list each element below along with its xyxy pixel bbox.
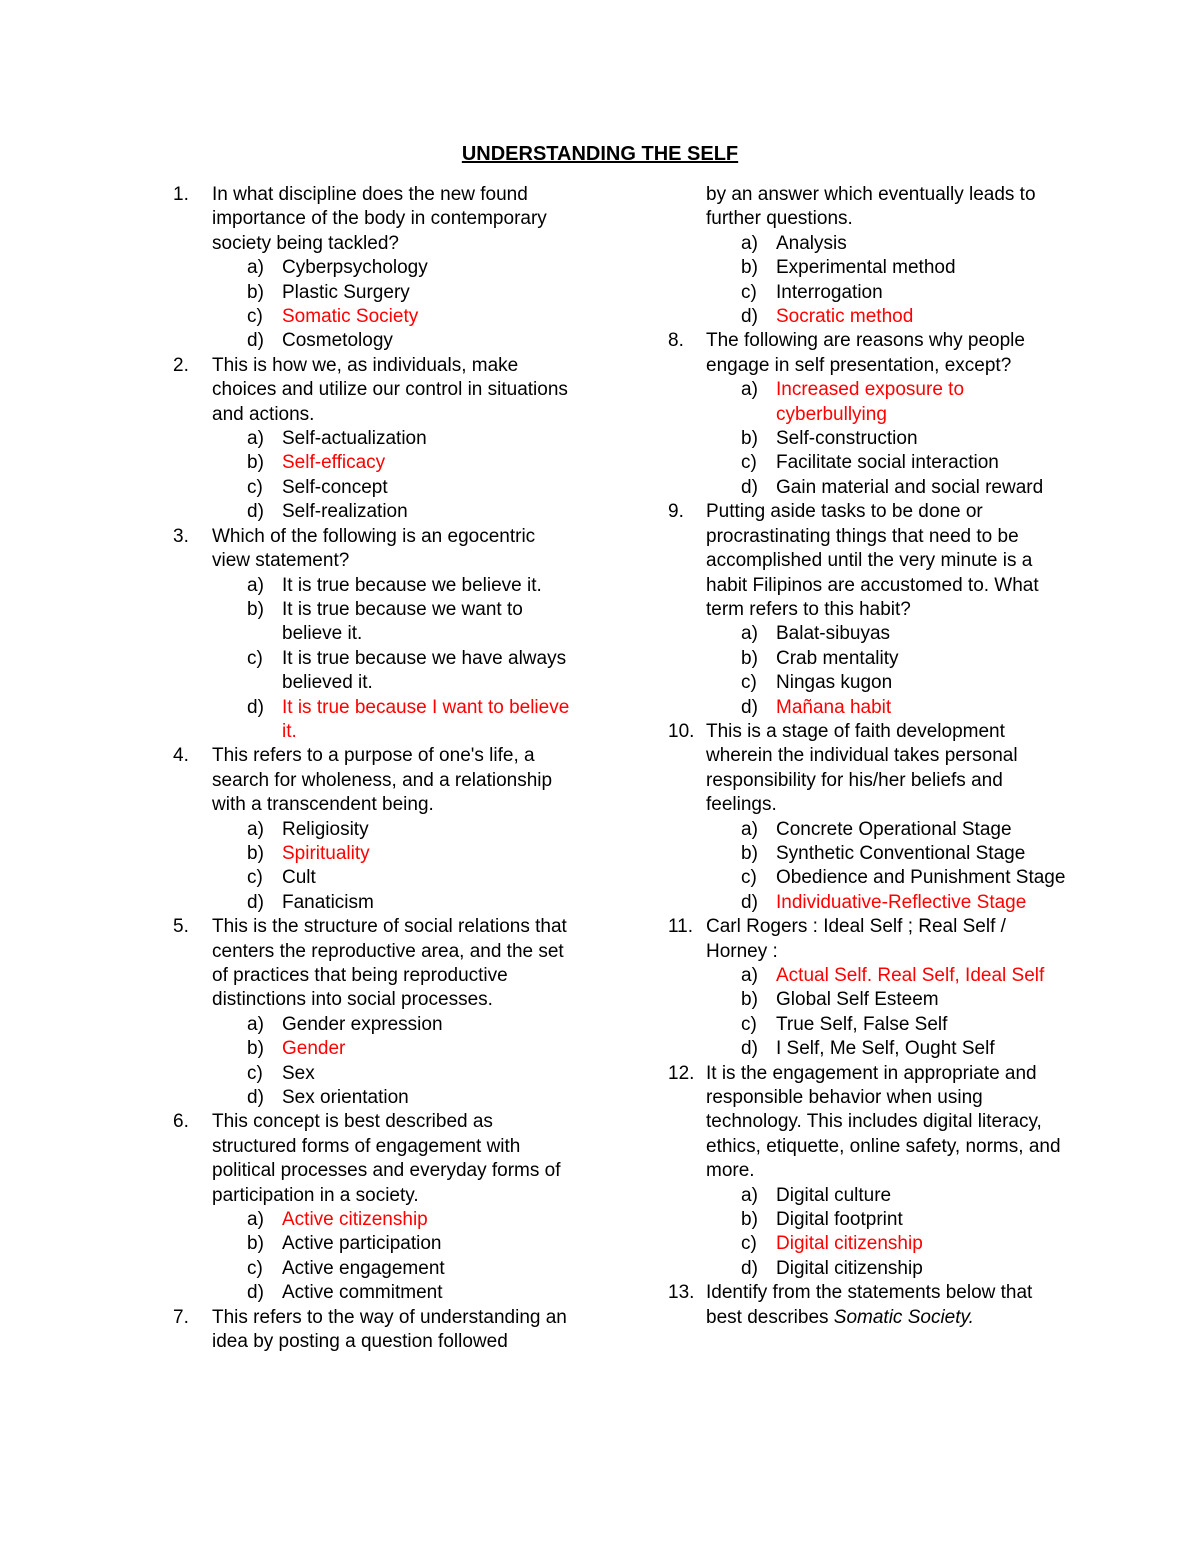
option-letter: a) xyxy=(247,257,264,279)
option-letter: c) xyxy=(247,647,263,669)
question-number: 1. xyxy=(173,184,189,205)
option-letter: d) xyxy=(247,1282,264,1304)
option-letter: d) xyxy=(247,501,264,523)
option-letter: b) xyxy=(247,281,264,303)
option-letter: c) xyxy=(247,476,263,498)
option-letter: c) xyxy=(247,1257,263,1279)
option xyxy=(173,256,573,280)
option-text: Self-construction xyxy=(776,428,918,450)
option-letter: d) xyxy=(741,1257,758,1279)
question-text xyxy=(173,915,573,1013)
option-text: Somatic Society xyxy=(282,306,419,328)
option-letter: c) xyxy=(247,306,263,328)
question-prompt: This is the structure of social relations that centers the reproductive area, and the set of practices that being reproductive distinctions into social processes. xyxy=(212,916,567,1011)
option xyxy=(668,1184,1068,1208)
option-text: It is true because I want to believe it. xyxy=(282,696,570,742)
left-column xyxy=(173,183,573,1355)
option xyxy=(173,476,573,500)
option-text: I Self, Me Self, Ought Self xyxy=(776,1038,995,1060)
question-item xyxy=(173,183,573,354)
option-letter: b) xyxy=(741,257,758,279)
question-prompt: This refers to a purpose of one's life, a search for wholeness, and a relationship with a transcendent being. xyxy=(212,745,553,816)
option-letter: a) xyxy=(247,574,264,596)
question-number: 10. xyxy=(668,720,695,742)
option-text: Socratic method xyxy=(776,306,914,328)
option-letter: c) xyxy=(247,867,263,889)
question-text xyxy=(173,525,573,574)
option xyxy=(668,842,1068,866)
option-letter: a) xyxy=(741,232,758,254)
option xyxy=(668,647,1068,671)
option-text: Self-actualization xyxy=(282,428,427,450)
question-number: 4. xyxy=(173,745,189,767)
option-text: Digital culture xyxy=(776,1184,892,1206)
option-letter: d) xyxy=(247,696,264,718)
option xyxy=(173,598,573,647)
option-text: Fanaticism xyxy=(282,891,374,913)
option-text: Cult xyxy=(282,867,316,889)
option-text: Actual Self. Real Self, Ideal Self xyxy=(776,965,1045,986)
option xyxy=(173,1086,573,1110)
option-text: Cyberpsychology xyxy=(282,257,428,279)
question-item xyxy=(173,525,573,745)
question-text xyxy=(173,1306,573,1355)
option-text: Gain material and social reward xyxy=(776,476,1044,498)
option xyxy=(668,476,1068,500)
option-letter: a) xyxy=(741,1184,758,1206)
question-continued xyxy=(668,183,1068,329)
answer-option xyxy=(173,696,573,745)
option-text: Crab mentality xyxy=(776,647,899,669)
question-number: 11. xyxy=(668,916,694,938)
question-prompt: This refers to the way of understanding an idea by posting a question followed xyxy=(212,1306,567,1353)
answer-option xyxy=(668,696,1068,720)
option xyxy=(668,256,1068,280)
answer-option xyxy=(668,378,1068,427)
option-letter: c) xyxy=(741,1233,757,1255)
option-letter: b) xyxy=(741,989,758,1011)
question-item xyxy=(668,915,1068,1061)
option-text: True Self, False Self xyxy=(776,1013,948,1035)
option-letter: d) xyxy=(247,330,264,352)
question-item xyxy=(668,1062,1068,1282)
question-text xyxy=(668,329,1068,378)
page-title: UNDERSTANDING THE SELF xyxy=(461,143,739,165)
option-letter: b) xyxy=(741,842,758,864)
option-text: Interrogation xyxy=(776,281,883,303)
question-prompt: This concept is best described as structured forms of engagement with political processes and everyday forms of participation in a society. xyxy=(212,1111,561,1206)
question-text xyxy=(668,720,1068,818)
option-text: Gender expression xyxy=(282,1013,443,1035)
option-text: It is true because we have always believed it. xyxy=(282,647,567,694)
option-text: Digital citizenship xyxy=(776,1257,923,1279)
option-text: Self-concept xyxy=(282,476,388,498)
option-letter: c) xyxy=(741,452,757,474)
answer-option xyxy=(173,305,573,329)
question-text xyxy=(668,915,1068,964)
question-number: 3. xyxy=(173,525,189,547)
question-item xyxy=(668,1281,1068,1330)
question-item xyxy=(173,354,573,525)
option-text: Obedience and Punishment Stage xyxy=(776,867,1066,889)
option xyxy=(668,281,1068,305)
option-letter: a) xyxy=(741,623,758,645)
question-number: 9. xyxy=(668,501,684,523)
question-item xyxy=(668,720,1068,915)
question-prompt: In what discipline does the new found importance of the body in contemporary society being tackled? xyxy=(212,184,547,254)
option-letter: a) xyxy=(741,818,758,840)
question-text xyxy=(173,1110,573,1208)
question-number: 13. xyxy=(668,1282,695,1304)
option-text: Active engagement xyxy=(282,1257,445,1279)
option-letter: c) xyxy=(247,1062,263,1084)
option-text: Individuative-Reflective Stage xyxy=(776,891,1027,913)
option xyxy=(173,281,573,305)
option-letter: d) xyxy=(741,1038,758,1060)
question-item xyxy=(173,1110,573,1305)
option-text: Balat-sibuyas xyxy=(776,623,891,645)
option xyxy=(668,1013,1068,1037)
option xyxy=(173,1062,573,1086)
option-letter: d) xyxy=(741,476,758,498)
option-text: Cosmetology xyxy=(282,330,393,352)
option xyxy=(668,866,1068,890)
question-text xyxy=(668,1281,1068,1330)
question-item xyxy=(668,500,1068,720)
option-text: Plastic Surgery xyxy=(282,281,410,303)
option-text: Ningas kugon xyxy=(776,672,893,694)
option-letter: a) xyxy=(247,818,264,840)
question-prompt: It is the engagement in appropriate and responsible behavior when using technology. This includes digital literacy, ethics, etiquette, online safety, norms, and more. xyxy=(706,1062,1061,1182)
option-text: Analysis xyxy=(776,232,847,254)
question-prompt: Which of the following is an egocentric view statement? xyxy=(212,525,536,572)
option-letter: a) xyxy=(741,965,758,986)
option xyxy=(173,1281,573,1305)
option-text: Active citizenship xyxy=(282,1209,428,1231)
answer-option xyxy=(668,964,1068,988)
option xyxy=(173,427,573,451)
question-number: 5. xyxy=(173,916,189,938)
question-text xyxy=(668,1062,1068,1184)
option-text: Self-realization xyxy=(282,501,408,523)
option-text: It is true because we want to believe it. xyxy=(282,598,523,645)
option xyxy=(668,1037,1068,1061)
option xyxy=(668,818,1068,842)
option xyxy=(668,1208,1068,1232)
option xyxy=(173,647,573,696)
answer-option xyxy=(668,305,1068,329)
question-item xyxy=(173,915,573,1110)
option-text: Gender xyxy=(282,1038,346,1060)
option-text: Spirituality xyxy=(282,842,370,864)
option-letter: a) xyxy=(247,1209,264,1231)
option xyxy=(173,500,573,524)
option-letter: b) xyxy=(741,647,758,669)
option-letter: b) xyxy=(741,1209,758,1231)
option xyxy=(668,988,1068,1012)
option xyxy=(173,866,573,890)
option-letter: a) xyxy=(247,428,264,450)
answer-option xyxy=(668,1232,1068,1256)
option-letter: c) xyxy=(741,867,757,889)
question-number: 7. xyxy=(173,1306,189,1328)
answer-option xyxy=(173,451,573,475)
question-prompt: Identify from the statements below that best describes xyxy=(706,1282,1033,1328)
option-text: It is true because we believe it. xyxy=(282,574,542,596)
option-text: Increased exposure to cyberbullying xyxy=(776,379,965,425)
question-continuation: by an answer which eventually leads to further questions. xyxy=(706,184,1036,230)
answer-option xyxy=(173,1037,573,1061)
option-text: Experimental method xyxy=(776,257,956,279)
option-text: Concrete Operational Stage xyxy=(776,818,1012,840)
question-text xyxy=(173,183,573,256)
option-letter: b) xyxy=(247,1038,264,1060)
option xyxy=(668,1257,1068,1281)
option-letter: d) xyxy=(247,1087,264,1109)
option xyxy=(668,671,1068,695)
option-letter: c) xyxy=(741,672,757,694)
option-text: Active commitment xyxy=(282,1282,443,1304)
question-item xyxy=(173,1306,573,1355)
option-text: Active participation xyxy=(282,1233,442,1255)
option xyxy=(668,427,1068,451)
option-letter: d) xyxy=(741,696,758,718)
answer-option xyxy=(173,1208,573,1232)
option-letter: c) xyxy=(741,281,757,303)
option xyxy=(668,451,1068,475)
option-text: Sex xyxy=(282,1062,315,1084)
option-text: Digital footprint xyxy=(776,1209,903,1231)
answer-option xyxy=(173,842,573,866)
option-letter: b) xyxy=(247,598,264,620)
answer-option xyxy=(668,891,1068,915)
option-letter: d) xyxy=(741,306,758,328)
option-text: Religiosity xyxy=(282,818,369,840)
question-prompt: This is a stage of faith development wherein the individual takes personal responsibility for his/her beliefs and feelings. xyxy=(706,720,1018,816)
option-letter: a) xyxy=(247,1013,264,1035)
question-number: 2. xyxy=(173,354,189,376)
option xyxy=(173,1232,573,1256)
option xyxy=(668,622,1068,646)
option-letter: d) xyxy=(741,891,758,913)
option-letter: b) xyxy=(247,452,264,474)
question-prompt: Putting aside tasks to be done or procrastinating things that need to be accomplished until the very minute is a habit Filipinos are accustomed to. What term refers to this habit? xyxy=(706,501,1039,620)
option xyxy=(173,1257,573,1281)
question-number: 12. xyxy=(668,1062,695,1084)
question-emphasis: Somatic Society xyxy=(833,1306,969,1328)
option xyxy=(173,329,573,353)
option-letter: b) xyxy=(247,1233,264,1255)
option xyxy=(668,232,1068,256)
question-end: . xyxy=(968,1306,974,1328)
question-prompt: The following are reasons why people engage in self presentation, except? xyxy=(706,330,1025,376)
option-text: Digital citizenship xyxy=(776,1233,923,1255)
option-text: Facilitate social interaction xyxy=(776,452,999,474)
option xyxy=(173,1013,573,1037)
right-column xyxy=(668,183,1068,1330)
option-letter: a) xyxy=(741,379,758,401)
option-text: Self-efficacy xyxy=(282,452,386,474)
question-text xyxy=(173,354,573,427)
question-text xyxy=(668,500,1068,622)
question-prompt: This is how we, as individuals, make choices and utilize our control in situations and actions. xyxy=(212,354,568,425)
option-text: Synthetic Conventional Stage xyxy=(776,842,1026,864)
option-letter: c) xyxy=(741,1013,757,1035)
option-letter: b) xyxy=(247,842,264,864)
option xyxy=(173,818,573,842)
question-item xyxy=(668,329,1068,500)
option-text: Sex orientation xyxy=(282,1087,409,1109)
question-text xyxy=(173,744,573,817)
question-prompt: Carl Rogers : Ideal Self ; Real Self / Horney : xyxy=(706,916,1006,962)
question-number: 8. xyxy=(668,330,684,352)
option xyxy=(173,891,573,915)
question-item xyxy=(173,744,573,915)
option-letter: d) xyxy=(247,891,264,913)
option-letter: b) xyxy=(741,428,758,450)
option-text: Global Self Esteem xyxy=(776,989,939,1011)
option-text: Mañana habit xyxy=(776,696,892,718)
option xyxy=(173,574,573,598)
question-number: 6. xyxy=(173,1111,189,1133)
